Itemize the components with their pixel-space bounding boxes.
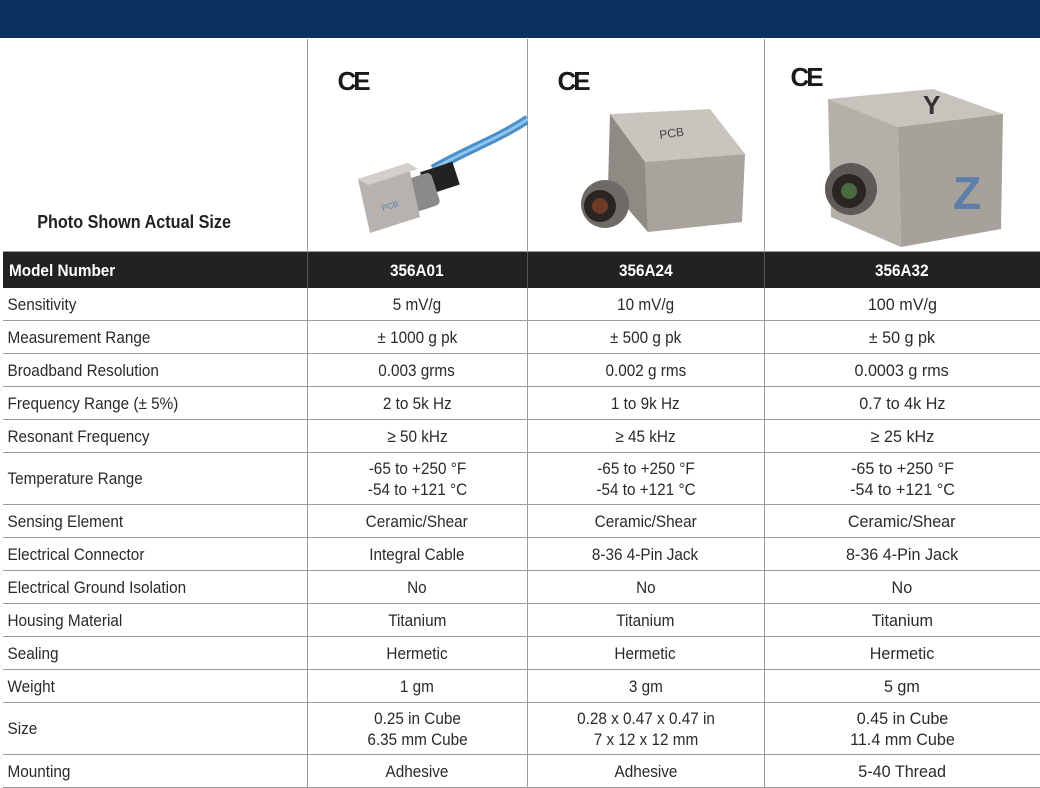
- spec-value: [527, 637, 764, 670]
- spec-value-line: -65 to +250 °F: [850, 458, 954, 478]
- svg-text:PCB: PCB: [657, 124, 685, 142]
- header-model-number: Model Number: [3, 252, 307, 289]
- spec-value-line: 6.35 mm Cube: [366, 729, 468, 749]
- spec-value: [307, 538, 527, 571]
- svg-text:Z: Z: [952, 167, 981, 219]
- spec-value-text: Adhesive: [385, 761, 449, 781]
- spec-value: [527, 538, 764, 571]
- spec-value-line: 0.45 in Cube: [856, 708, 948, 728]
- spec-value-text: No: [407, 577, 427, 597]
- spec-value: [764, 670, 1040, 703]
- spec-label: Sealing: [3, 637, 277, 670]
- photo-caption-cell: [3, 39, 307, 252]
- spec-label: Electrical Connector: [3, 538, 277, 571]
- spec-value-text: 3 gm: [628, 676, 663, 696]
- table-header-row: [3, 252, 1040, 289]
- spec-value-text: 0.003 grms: [378, 360, 456, 380]
- spec-value: [527, 703, 764, 755]
- spec-value: [307, 354, 527, 387]
- accelerometer-356a24-image: [550, 94, 750, 244]
- spec-label: Mounting: [3, 755, 277, 788]
- spec-value-text: 0.0003 g rms: [854, 360, 950, 380]
- spec-value-line: -54 to +121 °C: [367, 479, 467, 499]
- spec-value: [307, 288, 527, 321]
- spec-value-text: Integral Cable: [369, 544, 465, 564]
- spec-value: [527, 755, 764, 788]
- accelerometer-356a01-image: [338, 99, 528, 239]
- spec-value-text: Titanium: [616, 610, 675, 630]
- spec-value-text: 100 mV/g: [867, 294, 937, 314]
- spec-value: [764, 288, 1040, 321]
- table-row: [3, 505, 1040, 538]
- photo-caption: Photo Shown Actual Size: [37, 212, 232, 232]
- spec-value: [764, 571, 1040, 604]
- spec-value: [307, 755, 527, 788]
- spec-value-text: No: [891, 577, 913, 597]
- table-row: [3, 387, 1040, 420]
- spec-value-text: 0.002 g rms: [605, 360, 686, 380]
- spec-value-line: -65 to +250 °F: [596, 458, 695, 478]
- spec-value-text: 5 mV/g: [392, 294, 442, 314]
- spec-label: Electrical Ground Isolation: [3, 571, 277, 604]
- spec-value-text: 0.7 to 4k Hz: [858, 393, 946, 413]
- spec-value-line: 7 x 12 x 12 mm: [593, 729, 698, 749]
- table-row: [3, 637, 1040, 670]
- header-model-356a24: 356A24: [527, 252, 764, 289]
- spec-value: [307, 703, 527, 755]
- spec-label: Measurement Range: [3, 321, 277, 354]
- spec-value: [764, 453, 1040, 505]
- spec-value: [527, 288, 764, 321]
- spec-label: Sensitivity: [3, 288, 277, 321]
- spec-label: Resonant Frequency: [3, 420, 277, 453]
- spec-value-text: 2 to 5k Hz: [382, 393, 452, 413]
- table-row: [3, 703, 1040, 755]
- spec-value-text: 1 to 9k Hz: [611, 393, 680, 413]
- spec-label: Temperature Range: [3, 453, 277, 505]
- photo-356a24: [527, 39, 764, 252]
- spec-value: [527, 420, 764, 453]
- spec-value: [527, 505, 764, 538]
- spec-value: [764, 703, 1040, 755]
- spec-value-text: Hermetic: [614, 643, 677, 663]
- spec-value: [764, 637, 1040, 670]
- spec-value-text: Ceramic/Shear: [365, 511, 469, 531]
- spec-value-text: No: [635, 577, 656, 597]
- spec-value: [764, 387, 1040, 420]
- table-row: [3, 288, 1040, 321]
- spec-value-line: -54 to +121 °C: [849, 479, 955, 499]
- spec-value-text: 1 gm: [399, 676, 435, 696]
- spec-value-text: 10 mV/g: [617, 294, 674, 314]
- table-row: [3, 538, 1040, 571]
- spec-label: Weight: [3, 670, 277, 703]
- table-row: [3, 670, 1040, 703]
- spec-value-text: ≥ 45 kHz: [615, 426, 676, 446]
- ce-mark-icon: CE: [557, 66, 588, 96]
- spec-value-text: 5-40 Thread: [858, 761, 946, 781]
- spec-value-text: Ceramic/Shear: [594, 511, 697, 531]
- photo-356a32: [764, 39, 1040, 252]
- spec-value: [307, 670, 527, 703]
- spec-value: [307, 637, 527, 670]
- table-row: [3, 604, 1040, 637]
- spec-value: [764, 538, 1040, 571]
- table-row: [3, 755, 1040, 788]
- spec-value: [527, 571, 764, 604]
- spec-value-text: 8-36 4-Pin Jack: [845, 544, 959, 564]
- spec-table: [3, 39, 1040, 788]
- spec-value: [527, 321, 764, 354]
- table-row: [3, 420, 1040, 453]
- spec-value-text: Hermetic: [386, 643, 448, 663]
- spec-value-text: Titanium: [871, 610, 933, 630]
- spec-value: [307, 387, 527, 420]
- spec-value-text: ≥ 50 kHz: [386, 426, 448, 446]
- spec-value-line: 11.4 mm Cube: [849, 729, 955, 749]
- table-row: [3, 453, 1040, 505]
- spec-value-text: Hermetic: [869, 643, 935, 663]
- spec-label: Size: [3, 703, 277, 755]
- spec-value-text: ≥ 25 kHz: [870, 426, 934, 446]
- spec-value-line: 0.25 in Cube: [373, 708, 461, 728]
- spec-value: [527, 670, 764, 703]
- spec-value: [307, 571, 527, 604]
- spec-value: [307, 420, 527, 453]
- spec-value-line: 0.28 x 0.47 x 0.47 in: [576, 708, 715, 728]
- table-row: [3, 354, 1040, 387]
- spec-value: [527, 387, 764, 420]
- spec-value: [527, 453, 764, 505]
- header-model-356a01: 356A01: [307, 252, 527, 289]
- header-banner: [0, 0, 1040, 38]
- spec-value: [307, 321, 527, 354]
- accelerometer-356a32-image: [803, 59, 1023, 249]
- spec-value: [307, 453, 527, 505]
- spec-label: Housing Material: [3, 604, 277, 637]
- photo-row: [3, 39, 1040, 252]
- spec-value-text: 8-36 4-Pin Jack: [592, 544, 699, 564]
- spec-value: [764, 755, 1040, 788]
- svg-text:Y: Y: [922, 90, 940, 120]
- spec-value-text: Titanium: [387, 610, 447, 630]
- spec-value-text: Ceramic/Shear: [848, 511, 956, 531]
- spec-value: [764, 354, 1040, 387]
- header-model-356a32: 356A32: [764, 252, 1040, 289]
- spec-value: [764, 505, 1040, 538]
- table-row: [3, 321, 1040, 354]
- spec-label: Sensing Element: [3, 505, 277, 538]
- spec-label: Frequency Range (± 5%): [3, 387, 277, 420]
- spec-value-line: -54 to +121 °C: [595, 479, 696, 499]
- spec-value-text: Adhesive: [614, 761, 677, 781]
- spec-value-text: ± 50 g pk: [868, 327, 936, 347]
- svg-text:PCB: PCB: [380, 199, 399, 213]
- ce-mark-icon: CE: [790, 62, 821, 92]
- spec-label: Broadband Resolution: [3, 354, 277, 387]
- spec-value-text: 5 gm: [884, 676, 920, 696]
- spec-value: [764, 321, 1040, 354]
- spec-value: [527, 604, 764, 637]
- table-row: [3, 571, 1040, 604]
- spec-value: [764, 604, 1040, 637]
- ce-mark-icon: CE: [337, 66, 368, 96]
- spec-value: [527, 354, 764, 387]
- spec-value: [307, 604, 527, 637]
- spec-value-line: -65 to +250 °F: [368, 458, 466, 478]
- spec-value-text: ± 500 g pk: [609, 327, 682, 347]
- photo-356a01: [307, 39, 527, 252]
- spec-value: [764, 420, 1040, 453]
- spec-value: [307, 505, 527, 538]
- spec-value-text: ± 1000 g pk: [377, 327, 457, 347]
